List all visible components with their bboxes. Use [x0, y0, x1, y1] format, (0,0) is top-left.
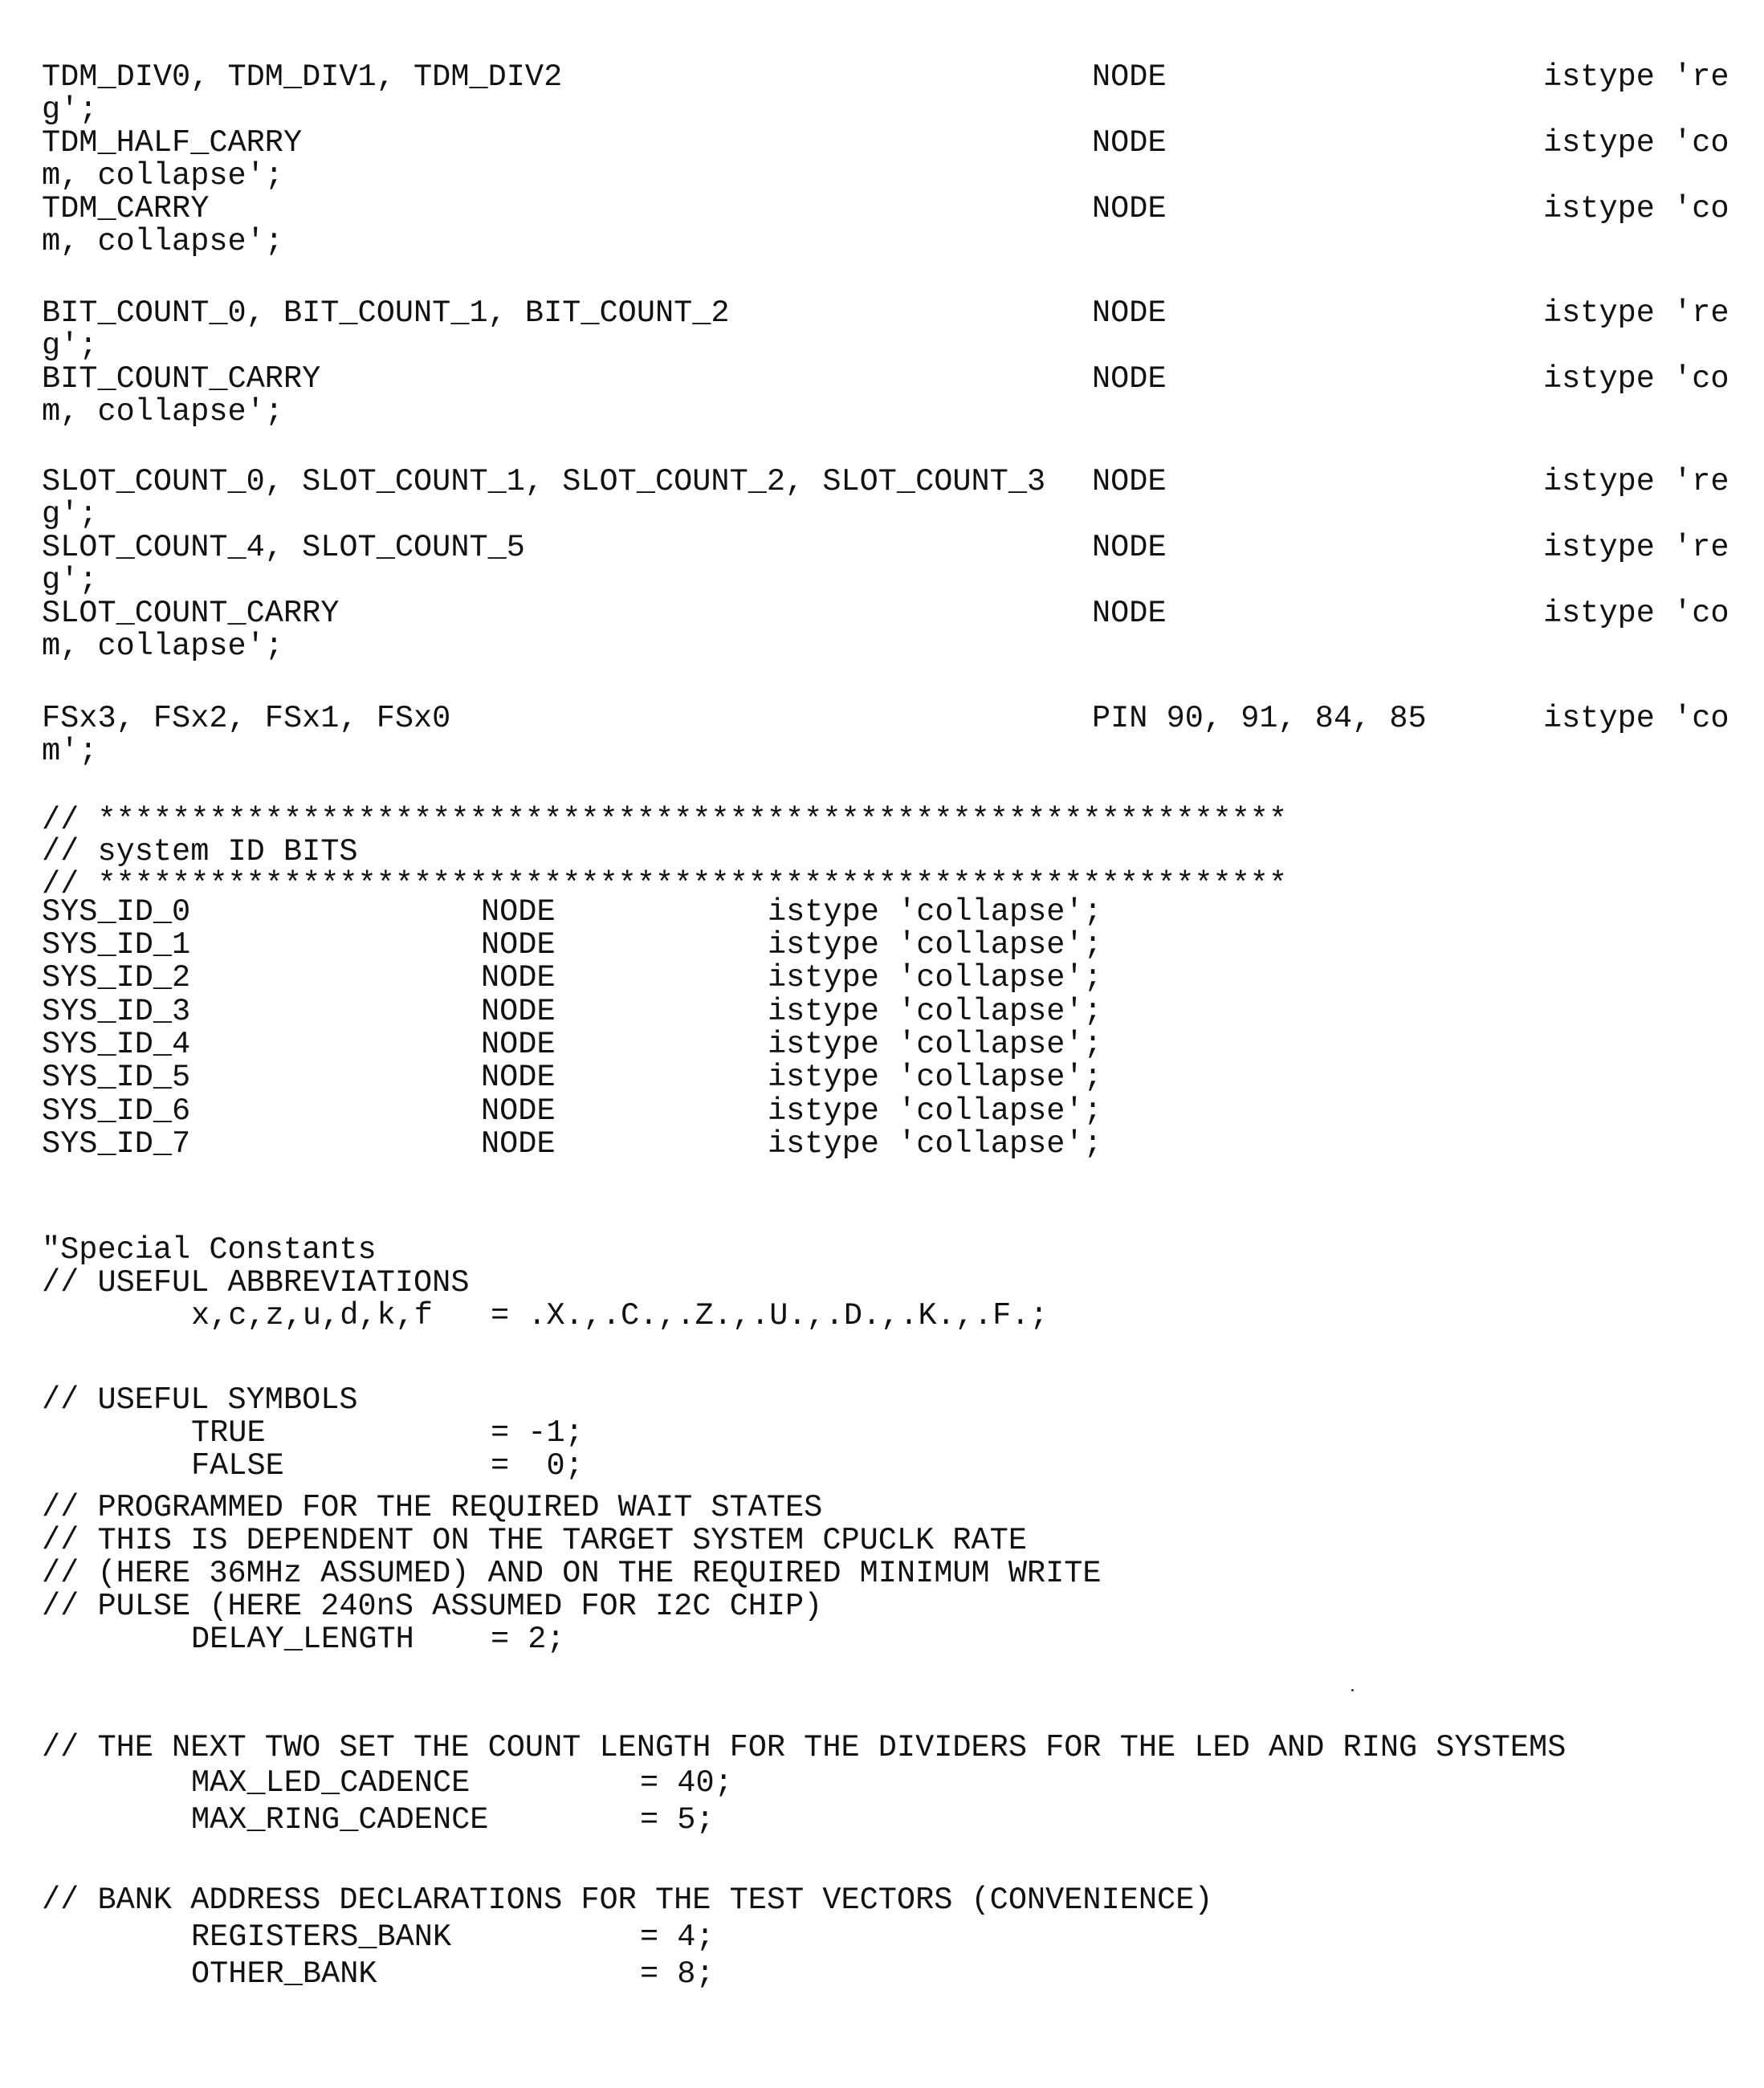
- istype-attr: istype 're: [1543, 464, 1729, 499]
- decl-line-bit-count-carry: [42, 361, 1729, 397]
- sys-id-name: SYS_ID_6: [42, 1093, 191, 1129]
- decl-line-tdm-carry: [42, 191, 1729, 226]
- wrapped-text: m, collapse';: [42, 629, 283, 664]
- wrap-line: [42, 94, 116, 126]
- comment-text: // USEFUL ABBREVIATIONS: [42, 1265, 470, 1300]
- istype-attr: istype 'co: [1543, 701, 1729, 736]
- istype-attr: istype 'collapse';: [768, 894, 1102, 930]
- assignment-rhs: = 0;: [491, 1448, 584, 1484]
- wrapped-text: m';: [42, 734, 98, 769]
- sys-id-name: SYS_ID_4: [42, 1027, 191, 1062]
- node-keyword: NODE: [1092, 464, 1167, 499]
- istype-attr: istype 'collapse';: [768, 1093, 1102, 1129]
- node-keyword: NODE: [481, 960, 556, 995]
- assignment-lhs: REGISTERS_BANK: [191, 1919, 452, 1955]
- assignment-rhs: = 4;: [640, 1919, 715, 1955]
- istype-attr: istype 're: [1543, 530, 1729, 565]
- sys-id-row: [42, 994, 1102, 1029]
- assignment-rhs: = 8;: [640, 1956, 715, 1992]
- decl-line-tdm-div: [42, 59, 1729, 95]
- sys-id-name: SYS_ID_5: [42, 1060, 191, 1095]
- true-assignment: [42, 1415, 584, 1451]
- comment-text: // THE NEXT TWO SET THE COUNT LENGTH FOR THE DIVIDERS FOR THE LED AND RING SYSTEMS: [42, 1730, 1566, 1765]
- asterisk-rule: // ****************************************************************: [42, 803, 1288, 838]
- signal-names: TDM_HALF_CARRY: [42, 125, 303, 161]
- pin-assignment: PIN 90, 91, 84, 85: [1092, 701, 1427, 736]
- wrap-line: [42, 629, 283, 664]
- wrap-line: [42, 564, 116, 596]
- constants-heading: [42, 1232, 377, 1268]
- assignment-rhs: = .X.,.C.,.Z.,.U.,.D.,.K.,.F.;: [491, 1298, 1049, 1333]
- wrapped-text: g';: [42, 497, 98, 532]
- comment-line: [42, 1730, 1566, 1765]
- cadence-assignment: [42, 1765, 733, 1801]
- comment-text: // BANK ADDRESS DECLARATIONS FOR THE TEST VECTORS (CONVENIENCE): [42, 1882, 1213, 1918]
- sys-id-row: [42, 960, 1102, 995]
- node-keyword: NODE: [1092, 530, 1167, 565]
- assignment-lhs: MAX_LED_CADENCE: [191, 1765, 471, 1801]
- istype-attr: istype 're: [1543, 295, 1729, 331]
- wrap-line: [42, 394, 283, 429]
- istype-attr: istype 'co: [1543, 361, 1729, 397]
- istype-attr: istype 'collapse';: [768, 1027, 1102, 1062]
- comment-line: [42, 1382, 358, 1418]
- node-keyword: NODE: [1092, 125, 1167, 161]
- node-keyword: NODE: [481, 994, 556, 1029]
- wrap-line: [42, 735, 116, 767]
- istype-attr: istype 'co: [1543, 125, 1729, 161]
- istype-attr: istype 'collapse';: [768, 994, 1102, 1029]
- signal-names: TDM_DIV0, TDM_DIV1, TDM_DIV2: [42, 59, 563, 95]
- sys-id-name: SYS_ID_3: [42, 994, 191, 1029]
- decl-line-fsx-pins: [42, 701, 1729, 736]
- wrapped-text: g';: [42, 328, 98, 364]
- comment-text: // PROGRAMMED FOR THE REQUIRED WAIT STATES: [42, 1490, 823, 1525]
- asterisk-rule: // ****************************************************************: [42, 867, 1288, 902]
- wrapped-text: m, collapse';: [42, 394, 283, 429]
- wrap-line: [42, 499, 116, 531]
- node-keyword: NODE: [1092, 59, 1167, 95]
- signal-names: TDM_CARRY: [42, 191, 210, 226]
- wrap-line: [42, 224, 283, 259]
- cadence-assignment: [42, 1802, 715, 1838]
- wrap-line: [42, 158, 283, 193]
- wrapped-text: g';: [42, 563, 98, 598]
- node-keyword: NODE: [481, 1093, 556, 1129]
- signal-names: BIT_COUNT_CARRY: [42, 361, 321, 397]
- comment-line: [42, 1556, 1102, 1591]
- node-keyword: NODE: [1092, 295, 1167, 331]
- assignment-lhs: FALSE: [191, 1448, 284, 1484]
- signal-names: SLOT_COUNT_CARRY: [42, 596, 340, 631]
- sys-id-row: [42, 1060, 1102, 1095]
- comment-rule: [42, 803, 1288, 838]
- istype-attr: istype 're: [1543, 59, 1729, 95]
- assignment-rhs: = 2;: [491, 1622, 565, 1657]
- bank-assignment: [42, 1956, 715, 1992]
- node-keyword: NODE: [481, 894, 556, 930]
- abbreviation-assignment: [42, 1298, 1049, 1333]
- sys-id-row: [42, 1027, 1102, 1062]
- assignment-lhs: TRUE: [191, 1415, 266, 1451]
- comment-line: [42, 1589, 823, 1624]
- section-comment: [42, 834, 358, 869]
- comment-line: [42, 1265, 470, 1300]
- sys-id-row: [42, 1126, 1102, 1162]
- comment-line: [42, 1523, 1027, 1558]
- istype-attr: istype 'collapse';: [768, 927, 1102, 963]
- sys-id-row: [42, 894, 1102, 930]
- decl-line-slot-count-0-3: [42, 464, 1729, 499]
- comment-line: [42, 1882, 1213, 1918]
- assignment-rhs: = 40;: [640, 1765, 733, 1801]
- assignment-rhs: = -1;: [491, 1415, 584, 1451]
- node-keyword: NODE: [481, 1027, 556, 1062]
- section-title: // system ID BITS: [42, 834, 358, 869]
- sys-id-row: [42, 927, 1102, 963]
- signal-names: SLOT_COUNT_4, SLOT_COUNT_5: [42, 530, 525, 565]
- decl-line-slot-count-carry: [42, 596, 1729, 631]
- wrap-line: [42, 330, 116, 362]
- assignment-lhs: MAX_RING_CADENCE: [191, 1802, 489, 1838]
- delay-length-assignment: [42, 1622, 565, 1657]
- sys-id-name: SYS_ID_2: [42, 960, 191, 995]
- assignment-lhs: OTHER_BANK: [191, 1956, 377, 1992]
- sys-id-row: [42, 1093, 1102, 1129]
- wrapped-text: m, collapse';: [42, 224, 283, 259]
- node-keyword: NODE: [481, 1060, 556, 1095]
- bank-assignment: [42, 1919, 715, 1955]
- sys-id-name: SYS_ID_0: [42, 894, 191, 930]
- comment-text: // THIS IS DEPENDENT ON THE TARGET SYSTEM CPUCLK RATE: [42, 1523, 1027, 1558]
- istype-attr: istype 'co: [1543, 596, 1729, 631]
- heading-text: "Special Constants: [42, 1232, 377, 1268]
- node-keyword: NODE: [1092, 596, 1167, 631]
- sys-id-name: SYS_ID_1: [42, 927, 191, 963]
- node-keyword: NODE: [481, 927, 556, 963]
- wrapped-text: m, collapse';: [42, 158, 283, 193]
- istype-attr: istype 'collapse';: [768, 1126, 1102, 1162]
- signal-names: SLOT_COUNT_0, SLOT_COUNT_1, SLOT_COUNT_2, SLOT_COUNT_3: [42, 464, 1046, 499]
- scan-speck: [1351, 1689, 1354, 1691]
- sys-id-name: SYS_ID_7: [42, 1126, 191, 1162]
- comment-text: // (HERE 36MHz ASSUMED) AND ON THE REQUIRED MINIMUM WRITE: [42, 1556, 1102, 1591]
- signal-names: BIT_COUNT_0, BIT_COUNT_1, BIT_COUNT_2: [42, 295, 730, 331]
- wrapped-text: g';: [42, 92, 98, 128]
- istype-attr: istype 'collapse';: [768, 1060, 1102, 1095]
- decl-line-tdm-half-carry: [42, 125, 1729, 161]
- node-keyword: NODE: [1092, 361, 1167, 397]
- assignment-rhs: = 5;: [640, 1802, 715, 1838]
- false-assignment: [42, 1448, 584, 1484]
- decl-line-bit-count: [42, 295, 1729, 331]
- comment-text: // PULSE (HERE 240nS ASSUMED FOR I2C CHIP): [42, 1589, 823, 1624]
- signal-names: FSx3, FSx2, FSx1, FSx0: [42, 701, 451, 736]
- node-keyword: NODE: [481, 1126, 556, 1162]
- istype-attr: istype 'co: [1543, 191, 1729, 226]
- comment-line: [42, 1490, 823, 1525]
- comment-text: // USEFUL SYMBOLS: [42, 1382, 358, 1418]
- assignment-lhs: DELAY_LENGTH: [191, 1622, 414, 1657]
- decl-line-slot-count-4-5: [42, 530, 1729, 565]
- assignment-lhs: x,c,z,u,d,k,f: [191, 1298, 433, 1333]
- node-keyword: NODE: [1092, 191, 1167, 226]
- istype-attr: istype 'collapse';: [768, 960, 1102, 995]
